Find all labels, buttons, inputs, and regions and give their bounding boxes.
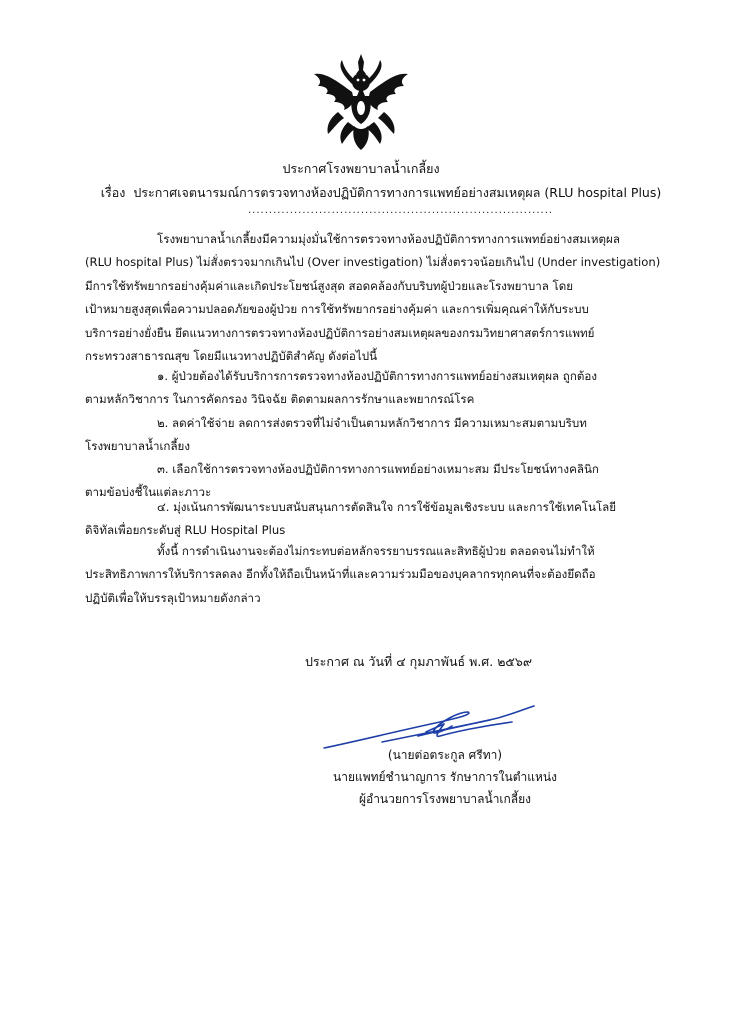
- paragraph-line: โรงพยาบาลน้ำเกลี้ยง: [85, 439, 191, 454]
- intro-paragraph: [85, 228, 661, 368]
- paragraph-line: (RLU hospital Plus) ไม่สั่งตรวจมากเกินไป (Over investigation) ไม่สั่งตรวจน้อยเกินไป (Under investigation): [85, 255, 661, 270]
- announcement-title: ประกาศโรงพยาบาลน้ำเกลี้ยง: [282, 161, 440, 176]
- paragraph-line: ตามข้อบ่งชี้ในแต่ละภาวะ: [85, 485, 212, 500]
- paragraph-line: ปฏิบัติเพื่อให้บรรลุเป้าหมายดังกล่าว: [85, 590, 261, 605]
- closing-paragraph: [85, 540, 645, 610]
- guideline-item-2: [85, 412, 645, 459]
- garuda-emblem-icon: [308, 52, 414, 154]
- announcement-date: ประกาศ ณ วันที่ ๔ กุมภาพันธ์ พ.ศ. ๒๕๖๙: [305, 654, 532, 669]
- paragraph-line: ตามหลักวิชาการ ในการคัดกรอง วินิจฉัย ติดตามผลการรักษาและพยากรณ์โรค: [85, 392, 475, 407]
- guideline-item-1: [85, 365, 645, 412]
- paragraph-line: ทั้งนี้ การดำเนินงานจะต้องไม่กระทบต่อหลักจรรยาบรรณและสิทธิผู้ป่วย ตลอดจนไม่ทำให้: [157, 544, 595, 558]
- paragraph-line: ดิจิทัลเพื่อยกระดับสู่ RLU Hospital Plus: [85, 523, 286, 538]
- subject-line: [20, 184, 742, 202]
- paragraph-line: ประสิทธิภาพการให้บริการลดลง อีกทั้งให้ถือเป็นหน้าที่และความร่วมมือของบุคลากรทุกคนที่จะต้องยึดถือ: [85, 567, 596, 582]
- guideline-item-4: [85, 496, 645, 543]
- paragraph-line: บริการอย่างยั่งยืน ยึดแนวทางการตรวจทางห้องปฏิบัติการอย่างสมเหตุผลของกรมวิทยาศาสตร์การแพทย์: [85, 325, 595, 340]
- signatory-position: นายแพทย์ชำนาญการ รักษาการในตำแหน่ง: [333, 770, 557, 784]
- paragraph-line: มีการใช้ทรัพยากรอย่างคุ้มค่าและเกิดประโยชน์สูงสุด สอดคล้องกับบริบทผู้ป่วยและโรงพยาบาล โดย: [85, 278, 574, 293]
- paragraph-line: ๑. ผู้ป่วยต้องได้รับบริการการตรวจทางห้องปฏิบัติการทางการแพทย์อย่างสมเหตุผล ถูกต้อง: [157, 369, 597, 383]
- paragraph-line: ๓. เลือกใช้การตรวจทางห้องปฏิบัติการทางการแพทย์อย่างเหมาะสม มีประโยชน์ทางคลินิก: [157, 462, 599, 476]
- paragraph-line: โรงพยาบาลน้ำเกลี้ยงมีความมุ่งมั่นใช้การตรวจทางห้องปฏิบัติการทางการแพทย์อย่างสมเหตุผล: [157, 232, 620, 246]
- paragraph-line: ๒. ลดค่าใช้จ่าย ลดการส่งตรวจที่ไม่จำเป็นตามหลักวิชาการ มีความเหมาะสมตามบริบท: [157, 416, 587, 430]
- subject-text: ประกาศเจตนารมณ์การตรวจทางห้องปฏิบัติการทางการแพทย์อย่างสมเหตุผล (RLU hospital Plus): [133, 185, 662, 200]
- signatory-title: ผู้อำนวยการโรงพยาบาลน้ำเกลี้ยง: [358, 792, 532, 806]
- paragraph-line: ๔. มุ่งเน้นการพัฒนาระบบสนับสนุนการตัดสินใจ การใช้ข้อมูลเชิงระบบ และการใช้เทคโนโลยี: [157, 500, 616, 514]
- paragraph-line: เป้าหมายสูงสุดเพื่อความปลอดภัยของผู้ป่วย การใช้ทรัพยากรอย่างคุ้มค่า และการเพิ่มคุณค่าให้กับระบบ: [85, 302, 589, 317]
- signatory-name: (นายต่อตระกูล ศรีทา): [387, 748, 503, 762]
- subject-label: เรื่อง: [100, 185, 126, 200]
- paragraph-line: กระทรวงสาธารณสุข โดยมีแนวทางปฏิบัติสำคัญ ดังต่อไปนี้: [85, 349, 378, 364]
- dotted-divider: .........................................................................: [248, 205, 554, 216]
